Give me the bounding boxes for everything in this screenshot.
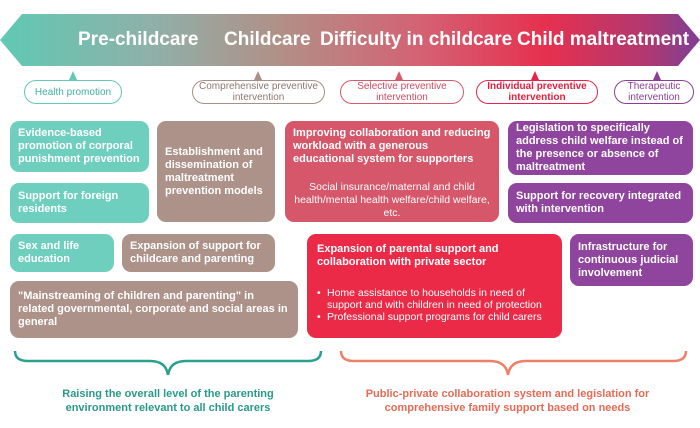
box-establishment-models: Establishment and dissemination of maltreatment prevention models [157, 121, 275, 222]
box-infrastructure-judicial: Infrastructure for continuous judicial involvement [570, 234, 693, 286]
box-parental-support: Expansion of parental support and collaboration with private sector • Home assistance to households in need of support and with children in need of protection • Professional support programs for child carers [307, 234, 562, 338]
box-mainstreaming: "Mainstreaming of children and parenting" in related governmental, corporate and social areas in general [10, 281, 298, 338]
box-support-foreign-residents: Support for foreign residents [10, 183, 149, 223]
pointer-therapeutic [653, 71, 661, 80]
box-expansion-support-childcare: Expansion of support for childcare and parenting [122, 234, 275, 272]
right-brace [341, 351, 686, 375]
caption-right: Public-private collaboration system and legislation for comprehensive family support based on needs [365, 388, 650, 414]
stage-childcare: Childcare [224, 29, 311, 50]
stage-pre-childcare: Pre-childcare [78, 29, 199, 50]
box-evidence-based-promotion: Evidence-based promotion of corporal punishment prevention [10, 121, 149, 172]
box-sex-life-education: Sex and life education [10, 234, 114, 272]
box-support-recovery: Support for recovery integrated with intervention [508, 183, 693, 223]
pointer-health-promotion [69, 71, 77, 80]
list-item: • Home assistance to households in need of support and with children in need of protection [317, 287, 552, 311]
category-health-promotion: Health promotion [24, 80, 122, 104]
brace-lines [0, 345, 700, 385]
pointer-individual [531, 71, 539, 80]
category-therapeutic: Therapeutic intervention [614, 80, 694, 104]
stage-child-maltreatment: Child maltreatment [517, 29, 690, 50]
pointer-comprehensive [254, 71, 262, 80]
caption-left: Raising the overall level of the parenting environment relevant to all child carers [62, 388, 274, 414]
parental-support-list [317, 287, 552, 323]
left-brace [15, 351, 321, 375]
box-legislation-child-welfare: Legislation to specifically address child welfare instead of the presence or absence of maltreatment [508, 121, 693, 175]
category-selective-preventive: Selective preventive intervention [340, 80, 464, 104]
box-improving-collaboration: Improving collaboration and reducing workload with a generous educational system for supporters Social insurance/maternal and child health/mental health welfare/child welfare, etc. [285, 121, 499, 222]
pointer-selective [395, 71, 403, 80]
list-item: • Professional support programs for child carers [317, 311, 552, 323]
category-comprehensive-preventive: Comprehensive preventive intervention [192, 80, 325, 104]
stage-difficulty-in-childcare: Difficulty in childcare [320, 29, 513, 50]
category-individual-preventive: Individual preventive intervention [476, 80, 598, 104]
